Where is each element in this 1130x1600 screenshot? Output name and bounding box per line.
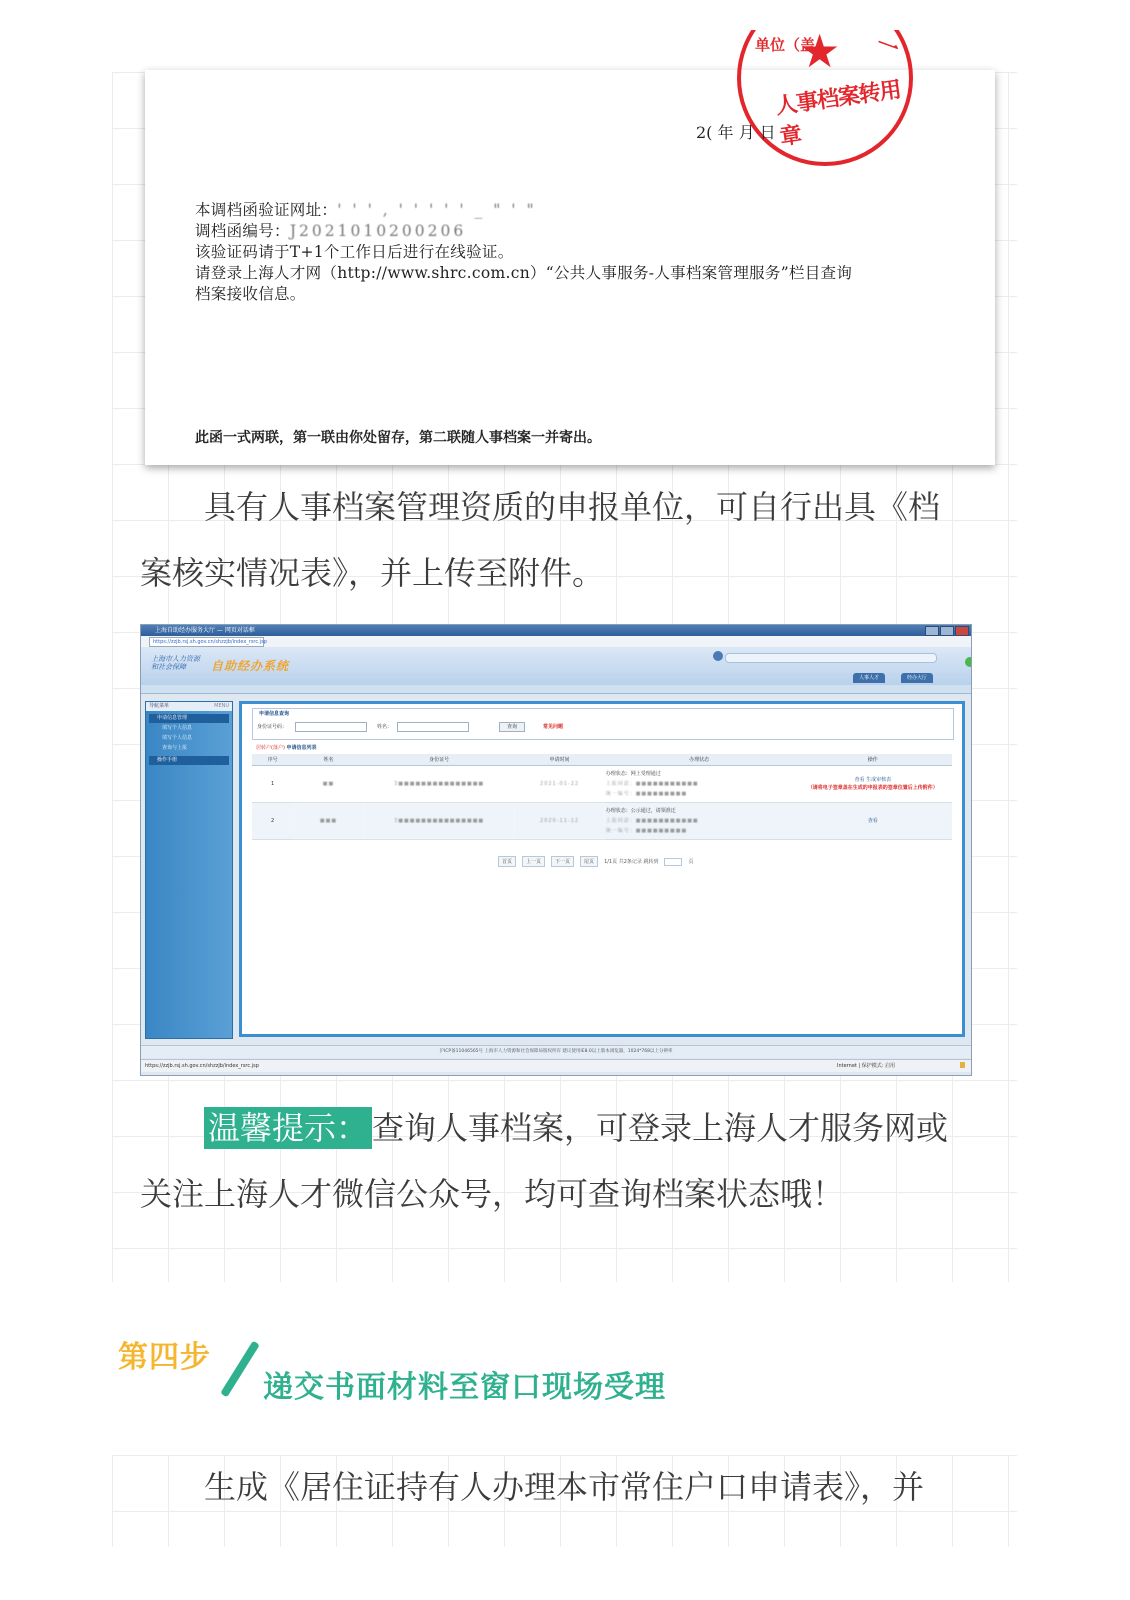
letter-footer: 此函一式两联，第一联由你处留存，第二联随人事档案一并寄出。 [195, 430, 601, 446]
pagination: 首页 上一页 下一页 尾页 1/1页 共2条记录 跳转到 页 [498, 856, 694, 867]
transfer-letter-scan [145, 30, 995, 465]
table-header-row: 序号 姓名 身份证号 申请时间 办理状态 操作 [252, 754, 952, 766]
tip-label: 温馨提示： [204, 1107, 372, 1149]
close-icon [955, 626, 969, 636]
name-label: 姓名： [377, 724, 393, 730]
next-page-button: 下一页 [551, 856, 574, 867]
step-title: 递交书面材料至窗口现场受理 [263, 1370, 666, 1405]
sidebar-subitem-3: 查询与上报 [162, 745, 188, 751]
last-page-button: 尾页 [580, 856, 598, 867]
window-controls [925, 626, 969, 635]
sidebar-header: 导航菜单 MENU [146, 702, 232, 711]
slash-decoration-icon [220, 1341, 260, 1398]
letter-line-3: 该验证码请于T+1个工作日后进行在线验证。 [195, 243, 514, 261]
paragraph-application-form: 生成《居住证持有人办理本市常住户口申请表》，并 [204, 1468, 925, 1506]
step-heading [118, 1332, 818, 1412]
paragraph-archive-form: 具有人事档案管理资质的申报单位，可自行出具《档案核实情况表》，并上传至附件。 [140, 488, 941, 592]
nav-button-hr: 人事人才 [853, 673, 885, 683]
table-row: 1 ■■ 3■■■■■■■■■■■■■■■ 2021-01-22 办理状态：网上受理通过 上报同意：■■■■■■■■■■■ 统一编号：■■■■■■■■■ 查看 生成审核表 （请将电子签章盖在生成的申报表的签章位置后上传附件） [252, 766, 952, 803]
lock-icon [960, 1062, 965, 1068]
maximize-icon [940, 626, 954, 636]
name-input [397, 722, 469, 732]
view-link: 查看 [867, 818, 878, 824]
sidebar-item-manual: 操作手册 [149, 756, 229, 765]
minimize-icon [925, 626, 939, 636]
id-label: 身份证号码： [257, 724, 288, 730]
list-title: 居转户(落户) 申请信息列表 [256, 745, 317, 751]
official-seal: ★ 单位（盖 人事档案转用章 一 [737, 30, 917, 170]
tip-paragraph: 温馨提示： 查询人事档案，可登录上海人才服务网或关注上海人才微信公众号，均可查询档案状态哦！ [140, 1109, 949, 1213]
sidebar-item-apply: 申请信息管理 [149, 714, 229, 723]
sidebar-subitem-2: 填写个人信息 [162, 735, 193, 741]
letter-date: 2( 年 月 日 [696, 123, 776, 142]
id-input [295, 722, 367, 732]
window-title: 上海自助经办服务大厅 — 网页对话框 [141, 625, 971, 636]
status-dot-icon [965, 657, 972, 667]
sidebar-subitem-1: 填写个人信息 [162, 725, 193, 731]
system-name: 自助经办系统 [211, 659, 290, 673]
table-row: 2 ■■■ 3■■■■■■■■■■■■■■■ 2020-11-12 办理状态：公示通过，请领准迁 上报同意：■■■■■■■■■■■ 统一编号：■■■■■■■■■ 查看 [252, 803, 952, 840]
login-bar [725, 653, 937, 663]
system-screenshot [140, 624, 972, 1076]
url-field: https://zzjb.rsj.sh.gov.cn/shzzjb/index_rsrc.jsp [149, 637, 264, 647]
nav-button-hall: 经办大厅 [901, 673, 933, 683]
generate-form-link: 生成审核表 [866, 777, 892, 783]
site-footer: 沪ICP备11046565号 上海市人力资源和社会保障局版权所有 建议使用IE8.0以上版本浏览器，1024*768以上分辨率 [141, 1045, 971, 1058]
user-icon [713, 651, 723, 661]
letter-number-line: 调档函编号：J2021010200206 [195, 222, 467, 240]
signature-warning: （请将电子签章盖在生成的申报表的签章位置后上传附件） [807, 785, 938, 791]
first-page-button: 首页 [498, 856, 516, 867]
browser-statusbar: https://zzjb.rsj.sh.gov.cn/shzzjb/index_rsrc.jsp Internet | 保护模式: 启用 [141, 1059, 971, 1072]
page-info: 1/1页 共2条记录 跳转到 [604, 859, 659, 865]
main-panel [239, 701, 965, 1037]
letter-line-5: 档案接收信息。 [195, 285, 306, 303]
prev-page-button: 上一页 [522, 856, 545, 867]
toolbar-strip [141, 685, 971, 694]
view-link: 查看 [854, 777, 865, 783]
site-banner: 上海市人力资源 和社会保障 自助经办系统 人事人才 经办大厅 [141, 647, 971, 685]
query-box [252, 708, 954, 740]
query-title: 申请信息查询 [259, 711, 290, 717]
step-number: 第四步 [118, 1340, 211, 1375]
application-table [252, 754, 952, 840]
letter-line-4: 请登录上海人才网（http://www.shrc.com.cn）“公共人事服务-人事档案管理服务”栏目查询 [195, 264, 853, 282]
faq-link: 常见问题 [543, 724, 564, 730]
sidebar-menu [145, 701, 233, 1039]
search-button: 查询 [499, 722, 525, 732]
verify-url-line: 本调档函验证网址：' ' ' , ' ' ' ' ' _ " ' " [195, 201, 537, 219]
